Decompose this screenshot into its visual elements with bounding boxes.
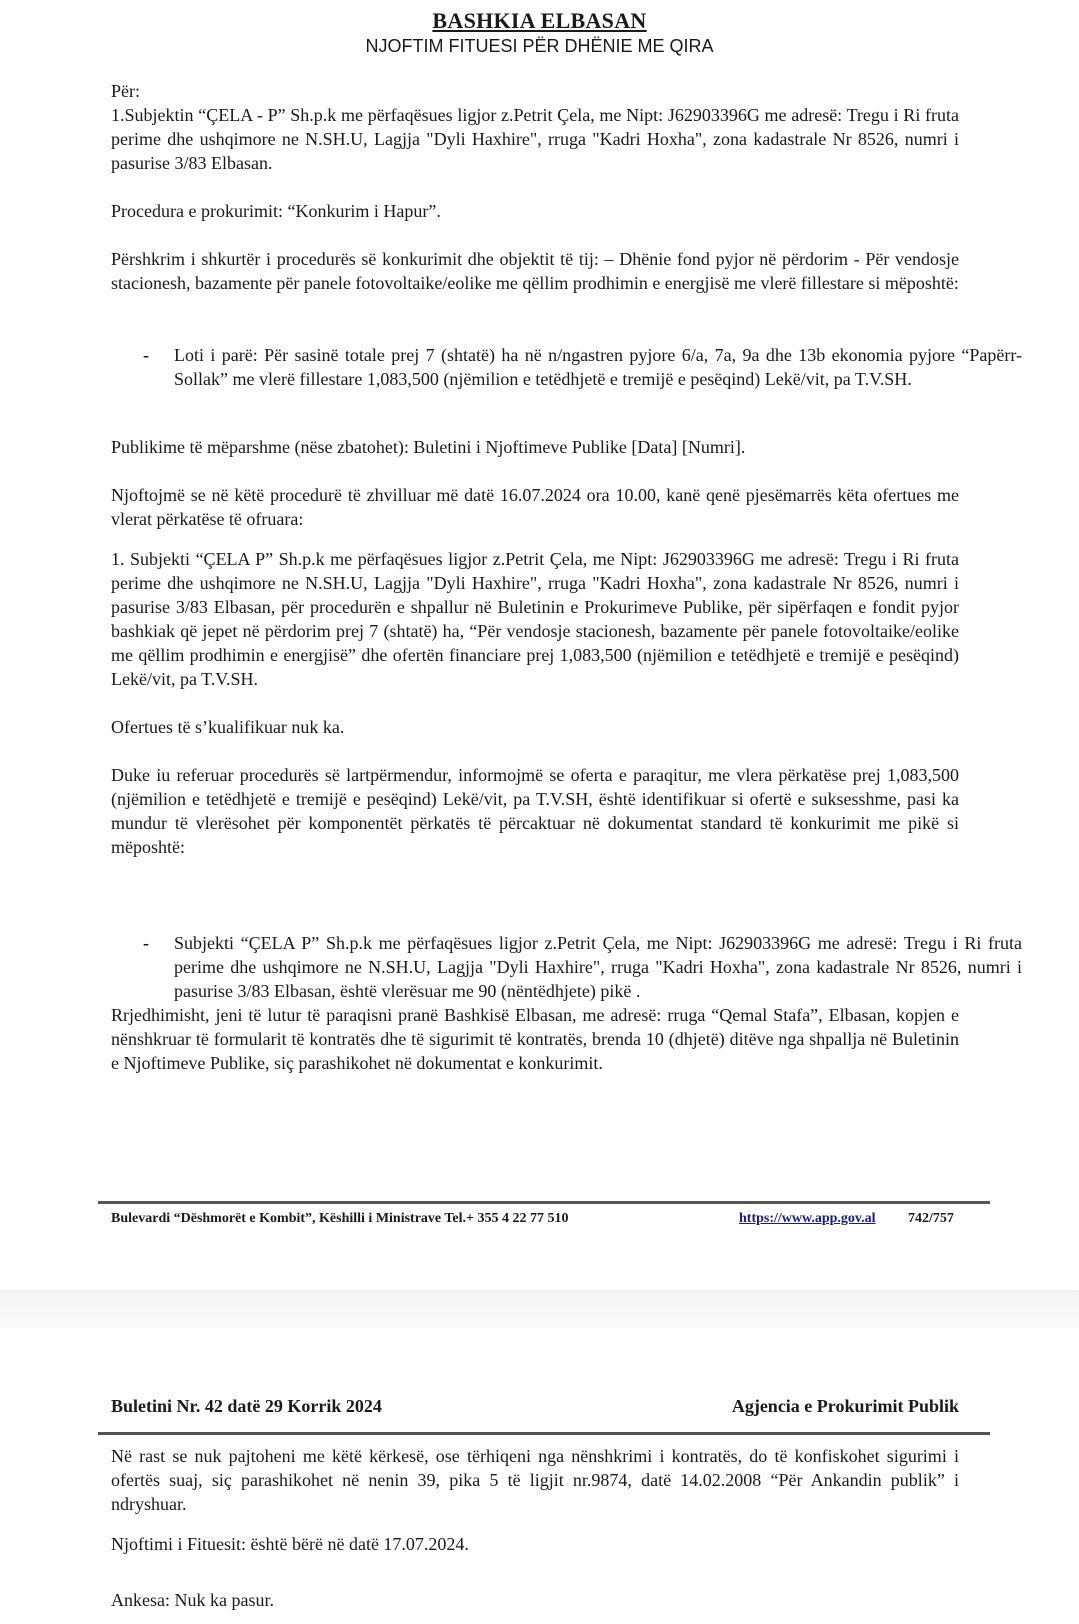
document-page-2 [0,1328,1079,1624]
footer-page-number: 742/757 [908,1211,954,1226]
footer-divider [98,1201,990,1204]
footer-website-link[interactable]: https://www.app.gov.al [739,1211,876,1226]
document-subtitle: NJOFTIM FITUESI PËR DHËNIE ME QIRA [365,36,714,56]
bullet-dash: - [143,345,149,365]
per-label: Për: [111,81,140,101]
winner-date-paragraph: Njoftimi i Fituesit: është bërë në datë 17.07.2024. [111,1534,469,1554]
agency-name: Agjencia e Prokurimit Publik [731,1396,959,1416]
lot-item [111,343,1022,391]
warning-paragraph: Në rast se nuk pajtoheni me këtë kërkesë, ose tërhiqeni nga nënshkrimi i kontratës, do të konfiskohet sigurimi i ofertës suaj, siç parashikohet në nenin 39, pika 5 të ligjit nr.9874, datë 14.02.2008 “Për Ankandin publik” i ndryshuar. [111,1446,959,1514]
bullet-dash: - [143,933,149,953]
lot-text: Loti i parë: Për sasinë totale prej 7 (shtatë) ha në n/ngastren pyjore 6/a, 7a, 9a dhe 13b ekonomia pyjore “Papërr-Sollak” me vlerë fillestare 1,083,500 (njëmilion e tetëdhjetë e tremijë e pesëqind) Lekë/vit, pa T.V.SH. [174,345,1022,389]
recipient-paragraph: 1.Subjektin “ÇELA - P” Sh.p.k me përfaqësues ligjor z.Petrit Çela, me Nipt: J62903396G me adresë: Tregu i Ri fruta perime dhe ushqimore ne N.SH.U, Lagjja "Dyli Haxhire", rruga "Kadri Hoxha", zona kadastrale Nr 8526, numri i pasurise 3/83 Elbasan. [111,105,959,173]
complaint-paragraph: Ankesa: Nuk ka pasur. [111,1590,274,1610]
notice-paragraph: Njoftojmë se në këtë procedurë të zhvilluar më datë 16.07.2024 ora 10.00, kanë qenë pjesëmarrës këta ofertues me vlerat përkatëse të ofruara: [111,485,959,529]
request-paragraph: Rrjedhimisht, jeni të lutur të paraqisni pranë Bashkisë Elbasan, me adresë: rruga “Qemal Stafa”, Elbasan, kopjen e nënshkruar të formularit të kontratës dhe të sigurimit të kontratës, brenda 10 (dhjetë) ditëve nga shpallja në Buletinin e Njoftimeve Publike, siç parashikohet në dokumentat e konkurimit. [111,1005,959,1073]
winner-text: Subjekti “ÇELA P” Sh.p.k me përfaqësues ligjor z.Petrit Çela, me Nipt: J62903396G me adresë: Tregu i Ri fruta perime dhe ushqimore ne N.SH.U, Lagjja "Dyli Haxhire", rruga "Kadri Hoxha", zona kadastrale Nr 8526, numri i pasurise 3/83 Elbasan, është vlerësuar me 90 (nëntëdhjete) pikë . [174,933,1022,1001]
footer-address: Bulevardi “Dëshmorët e Kombit”, Këshilli i Ministrave Tel.+ 355 4 22 77 510 [111,1211,569,1226]
participant-paragraph: 1. Subjekti “ÇELA P” Sh.p.k me përfaqësues ligjor z.Petrit Çela, me Nipt: J62903396G me adresë: Tregu i Ri fruta perime dhe ushqimore ne N.SH.U, Lagjja "Dyli Haxhire", rruga "Kadri Hoxha", zona kadastrale Nr 8526, numri i pasurise 3/83 Elbasan, për procedurën e shpallur në Buletinin e Prokurimeve Publike, për sipërfaqen e fondit pyjor bashkiak që jepet në përdorim prej 7 (shtatë) ha, “Për vendosje stacionesh, bazamente për panele fotovoltaike/eolike me qëllim prodhimin e energjisë” dhe ofertën financiare prej 1,083,500 (njëmilion e tetëdhjetë e tremijë e pesëqind) Lekë/vit, pa T.V.SH. [111,549,959,689]
procedure-paragraph: Procedura e prokurimit: “Konkurim i Hapur”. [111,201,441,221]
previous-publications: Publikime të mëparshme (nëse zbatohet): Buletini i Njoftimeve Publike [Data] [Numri]. [111,437,746,457]
winner-item [111,931,1022,1003]
header-divider [98,1432,990,1435]
page-separator [0,1290,1079,1328]
bulletin-number: Buletini Nr. 42 datë 29 Korrik 2024 [111,1396,382,1416]
reference-paragraph: Duke iu referuar procedurës së lartpërmendur, informojmë se oferta e paraqitur, me vlera përkatëse prej 1,083,500 (njëmilion e tetëdhjetë e tremijë e pesëqind) Lekë/vit, pa T.V.SH, është identifikuar si ofertë e suksesshme, pasi ka mundur të vlerësohet për komponentët përkatës të përcaktuar në dokumentat standard të konkurimit me pikë si mëposhtë: [111,765,959,857]
unqualified-paragraph: Ofertues të s’kualifikuar nuk ka. [111,717,345,737]
document-title: BASHKIA ELBASAN [432,8,647,33]
description-paragraph: Përshkrim i shkurtër i procedurës së konkurimit dhe objektit të tij: – Dhënie fond pyjor në përdorim - Për vendosje stacionesh, bazamente për panele fotovoltaike/eolike me qëllim prodhimin e energjisë me vlerë fillestare si mëposhtë: [111,249,959,293]
